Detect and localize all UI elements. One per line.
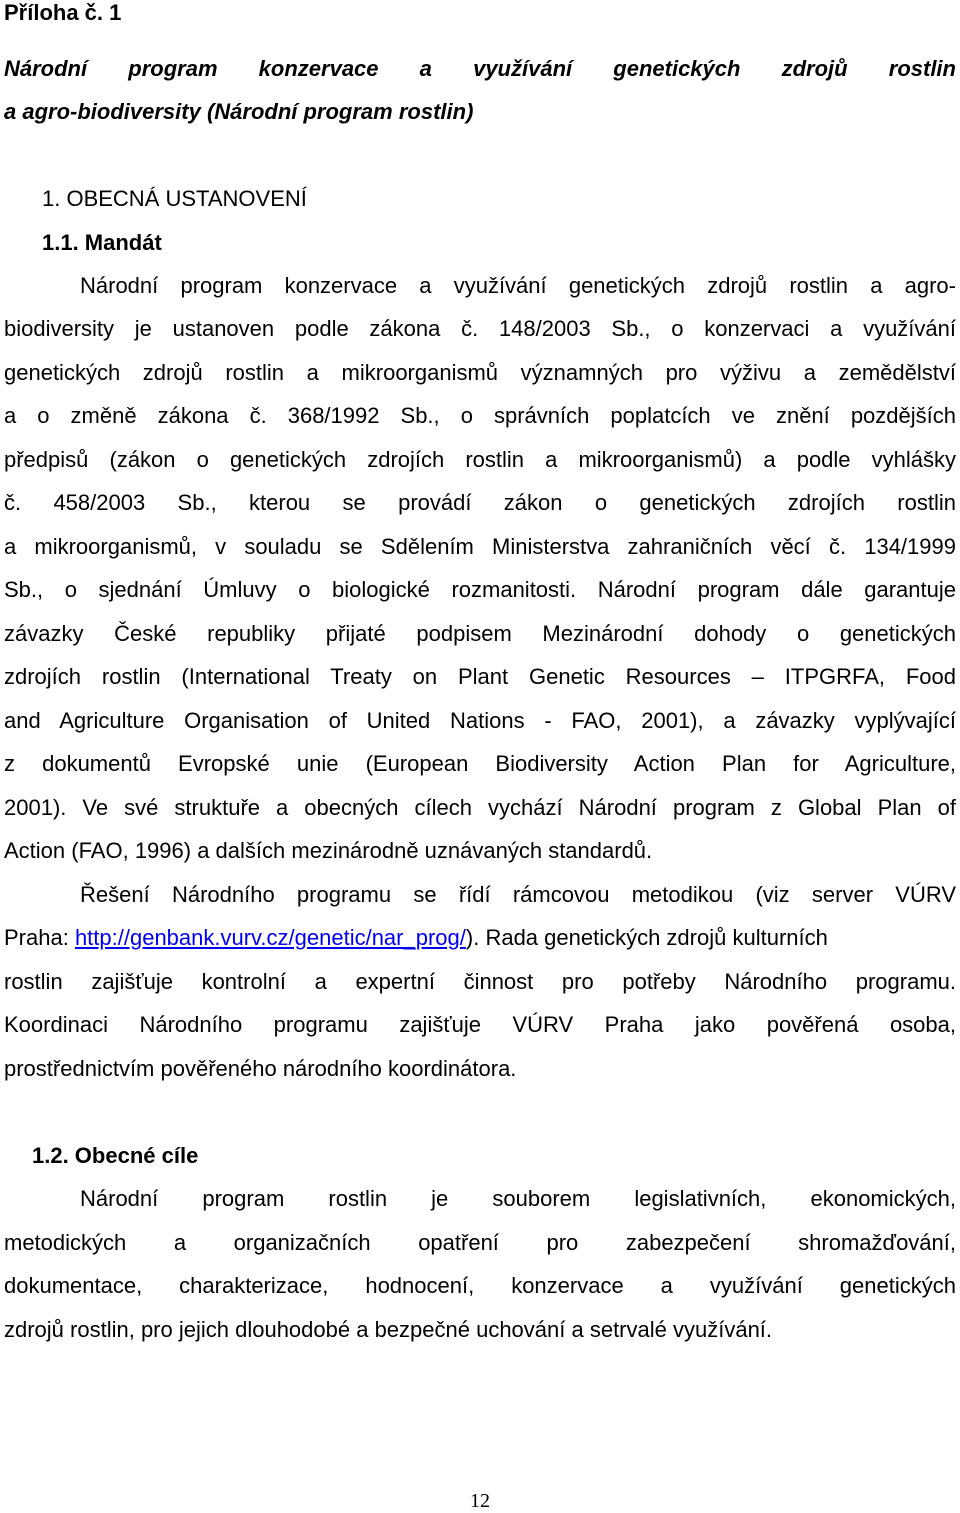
mandate-line: Action (FAO, 1996) a dalších mezinárodně uznávaných standardů. <box>4 838 653 863</box>
program-title-line1: Národní program konzervace a využívání genetických zdrojů rostlin <box>4 56 956 81</box>
goals-line: metodických a organizačních opatření pro zabezpečení shromažďování, <box>4 1230 956 1255</box>
goals-line: zdrojů rostlin, pro jejich dlouhodobé a bezpečné uchování a setrvalé využívání. <box>4 1317 773 1342</box>
methodology-line3: rostlin zajišťuje kontrolní a expertní činnost pro potřeby Národního programu. <box>4 969 956 994</box>
mandate-line: a mikroorganismů, v souladu se Sdělením Ministerstva zahraničních věcí č. 134/1999 <box>4 534 956 559</box>
methodology-line4: Koordinaci Národního programu zajišťuje VÚRV Praha jako pověřená osoba, <box>4 1012 956 1037</box>
methodology-prefix: Praha: <box>4 925 75 950</box>
section11-heading: 1.1. Mandát <box>42 230 162 255</box>
mandate-line: a o změně zákona č. 368/1992 Sb., o správních poplatcích ve znění pozdějších <box>4 403 956 428</box>
mandate-line: z dokumentů Evropské unie (European Biodiversity Action Plan for Agriculture, <box>4 751 956 776</box>
mandate-line: and Agriculture Organisation of United Nations - FAO, 2001), a závazky vyplývající <box>4 708 956 733</box>
methodology-link[interactable]: http://genbank.vurv.cz/genetic/nar_prog/ <box>74 925 466 950</box>
methodology-line2 <box>4 925 828 951</box>
goals-line: Národní program rostlin je souborem legislativních, ekonomických, <box>80 1186 956 1211</box>
section1-heading: 1. OBECNÁ USTANOVENÍ <box>42 186 307 211</box>
program-title-line2: a agro-biodiversity (Národní program rostlin) <box>4 99 474 124</box>
page-number: 12 <box>470 1490 490 1512</box>
section12-heading: 1.2. Obecné cíle <box>32 1143 199 1168</box>
mandate-line: Sb., o sjednání Úmluvy o biologické rozmanitosti. Národní program dále garantuje <box>4 577 956 602</box>
mandate-line: 2001). Ve své struktuře a obecných cílech vychází Národní program z Global Plan of <box>4 795 956 820</box>
mandate-line: Národní program konzervace a využívání genetických zdrojů rostlin a agro- <box>80 273 956 298</box>
goals-line: dokumentace, charakterizace, hodnocení, konzervace a využívání genetických <box>4 1273 956 1298</box>
methodology-line5: prostřednictvím pověřeného národního koordinátora. <box>4 1056 517 1081</box>
mandate-line: zdrojích rostlin (International Treaty on Plant Genetic Resources – ITPGRFA, Food <box>4 664 956 689</box>
attachment-title: Příloha č. 1 <box>4 0 122 25</box>
mandate-line: č. 458/2003 Sb., kterou se provádí zákon o genetických zdrojích rostlin <box>4 490 956 515</box>
methodology-line1: Řešení Národního programu se řídí rámcovou metodikou (viz server VÚRV <box>80 882 956 907</box>
mandate-line: předpisů (zákon o genetických zdrojích rostlin a mikroorganismů) a podle vyhlášky <box>4 447 956 472</box>
mandate-line: biodiversity je ustanoven podle zákona č. 148/2003 Sb., o konzervaci a využívání <box>4 316 956 341</box>
methodology-suffix: ). Rada genetických zdrojů kulturních <box>465 925 828 950</box>
mandate-line: závazky České republiky přijaté podpisem Mezinárodní dohody o genetických <box>4 621 956 646</box>
mandate-line: genetických zdrojů rostlin a mikroorganismů významných pro výživu a zemědělství <box>4 360 956 385</box>
